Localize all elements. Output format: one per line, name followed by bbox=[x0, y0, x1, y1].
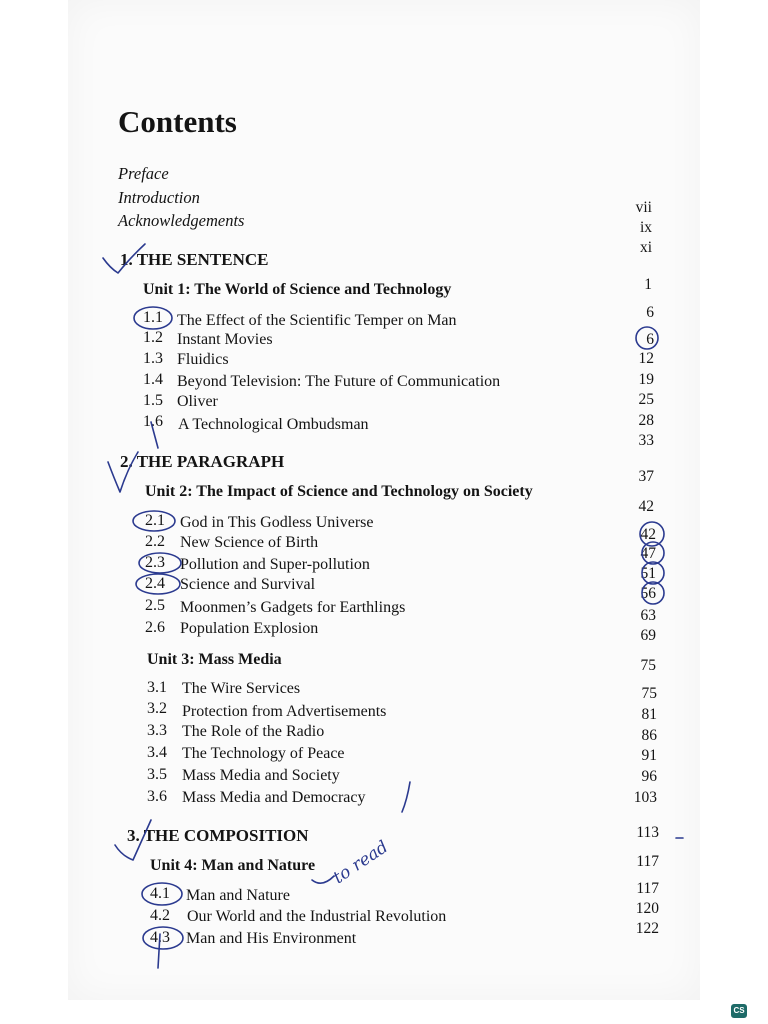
toc-item-number: 1.3 bbox=[143, 350, 163, 367]
toc-page-number: 47 bbox=[640, 545, 656, 562]
circle-mark bbox=[636, 327, 658, 349]
section-heading: 1. THE SENTENCE bbox=[120, 250, 269, 269]
toc-item-label: God in This Godless Universe bbox=[180, 514, 374, 531]
toc-page-number: 25 bbox=[638, 391, 654, 408]
toc-item-label: Protection from Advertisements bbox=[182, 703, 387, 720]
toc-front-label: Preface bbox=[118, 164, 169, 183]
toc-page-number: 12 bbox=[638, 350, 654, 367]
circle-mark bbox=[642, 582, 664, 604]
toc-item-number: 2.3 bbox=[145, 554, 165, 571]
toc-page-number: 33 bbox=[638, 432, 654, 449]
toc-item-label: Pollution and Super-pollution bbox=[180, 556, 370, 573]
toc-item-label: A Technological Ombudsman bbox=[178, 416, 369, 433]
toc-page-number: 42 bbox=[638, 498, 654, 515]
toc-page-number: 51 bbox=[640, 565, 656, 582]
toc-item-label: Population Explosion bbox=[180, 620, 319, 637]
tick-mark bbox=[151, 422, 158, 448]
toc-page-number: xi bbox=[639, 239, 652, 256]
toc-item-label: Moonmen’s Gadgets for Earthlings bbox=[180, 599, 406, 616]
toc-page-number: 122 bbox=[635, 920, 659, 937]
toc-page-number: 56 bbox=[640, 585, 656, 602]
toc-item-number: 4.1 bbox=[150, 885, 170, 902]
circle-mark bbox=[139, 553, 181, 573]
toc-item-label: Man and Nature bbox=[186, 887, 290, 904]
toc-item-label: The Wire Services bbox=[182, 680, 301, 697]
toc-item-label: New Science of Birth bbox=[180, 534, 319, 551]
toc-page-number: 1 bbox=[644, 276, 652, 293]
toc-item-number: 1.4 bbox=[143, 371, 163, 388]
tick-mark bbox=[158, 934, 160, 968]
toc-page-number: 69 bbox=[640, 627, 656, 644]
toc-item-label: Mass Media and Democracy bbox=[182, 789, 366, 806]
circle-mark bbox=[642, 562, 664, 584]
toc-page-number: 6 bbox=[646, 331, 654, 348]
toc-item-label: Beyond Television: The Future of Communication bbox=[177, 373, 501, 390]
toc-page-number: 19 bbox=[638, 371, 654, 388]
toc-front-label: Introduction bbox=[118, 188, 200, 207]
tick-mark bbox=[115, 820, 151, 860]
toc-page-number: 42 bbox=[640, 526, 656, 543]
toc-item-label: Our World and the Industrial Revolution bbox=[187, 908, 447, 925]
toc-page-number: 103 bbox=[633, 789, 657, 806]
toc-item-label: The Effect of the Scientific Temper on Man bbox=[177, 312, 457, 329]
toc-page-number: 120 bbox=[635, 900, 659, 917]
toc-item-number: 2.6 bbox=[145, 619, 165, 636]
toc-item-label: Fluidics bbox=[177, 351, 229, 368]
toc-item-label: The Technology of Peace bbox=[182, 745, 345, 762]
toc-item-number: 4.3 bbox=[150, 929, 170, 946]
toc-item-number: 3.2 bbox=[147, 700, 167, 717]
toc-page-number: 81 bbox=[641, 706, 657, 723]
toc-page-number: 96 bbox=[641, 768, 657, 785]
toc-page-number: 91 bbox=[641, 747, 657, 764]
unit-heading: Unit 3: Mass Media bbox=[147, 651, 282, 668]
toc-item-number: 4.2 bbox=[150, 907, 170, 924]
page-title: Contents bbox=[118, 104, 237, 139]
line-mark bbox=[402, 782, 410, 812]
tick-mark bbox=[108, 452, 138, 492]
toc-item-label: Oliver bbox=[177, 393, 218, 410]
toc-item-label: Mass Media and Society bbox=[182, 767, 340, 784]
toc-page-number: 113 bbox=[636, 824, 659, 841]
toc-item-label: Instant Movies bbox=[177, 331, 273, 348]
circle-mark bbox=[136, 574, 180, 594]
arrow-mark bbox=[312, 876, 334, 883]
toc-item-number: 3.6 bbox=[147, 788, 167, 805]
toc-page-number: ix bbox=[639, 219, 652, 236]
toc-item-number: 3.4 bbox=[147, 744, 167, 761]
toc-page-number: 75 bbox=[640, 657, 656, 674]
toc-page-number: 37 bbox=[638, 468, 654, 485]
toc-page-number: 117 bbox=[636, 880, 659, 897]
toc-front-label: Acknowledgements bbox=[118, 211, 245, 230]
toc-item-number: 2.1 bbox=[145, 512, 165, 529]
unit-heading: Unit 1: The World of Science and Technology bbox=[143, 281, 452, 298]
toc-page-number: 75 bbox=[641, 685, 657, 702]
toc-item-label: Science and Survival bbox=[180, 576, 316, 593]
toc-item-number: 3.1 bbox=[147, 679, 167, 696]
toc-page-number: 86 bbox=[641, 727, 657, 744]
toc-item-number: 1.6 bbox=[143, 413, 163, 430]
section-heading: 2. THE PARAGRAPH bbox=[120, 452, 285, 471]
toc-page-number: vii bbox=[635, 199, 652, 216]
circle-mark bbox=[142, 883, 182, 905]
toc-item-number: 2.5 bbox=[145, 597, 165, 614]
scanner-badge-icon: CS bbox=[731, 1004, 747, 1018]
toc-page-number: 117 bbox=[636, 853, 659, 870]
tick-mark bbox=[103, 244, 145, 273]
unit-heading: Unit 2: The Impact of Science and Technology on Society bbox=[145, 483, 533, 500]
toc-page-number: 63 bbox=[640, 607, 656, 624]
circle-mark bbox=[133, 511, 175, 531]
toc-item-number: 2.4 bbox=[145, 575, 165, 592]
toc-page-number: 6 bbox=[646, 304, 654, 321]
toc-item-number: 1.1 bbox=[143, 309, 163, 326]
circle-mark bbox=[143, 927, 183, 949]
handwritten-note: to read bbox=[329, 837, 392, 889]
unit-heading: Unit 4: Man and Nature bbox=[150, 857, 316, 874]
toc-item-label: Man and His Environment bbox=[186, 930, 357, 947]
toc-item-number: 3.5 bbox=[147, 766, 167, 783]
section-heading: 3. THE COMPOSITION bbox=[127, 826, 309, 845]
toc-item-number: 3.3 bbox=[147, 722, 167, 739]
toc-item-number: 1.5 bbox=[143, 392, 163, 409]
circle-mark bbox=[134, 307, 172, 329]
toc-page-number: 28 bbox=[638, 412, 654, 429]
toc-item-number: 1.2 bbox=[143, 329, 163, 346]
toc-item-label: The Role of the Radio bbox=[182, 723, 325, 740]
toc-item-number: 2.2 bbox=[145, 533, 165, 550]
